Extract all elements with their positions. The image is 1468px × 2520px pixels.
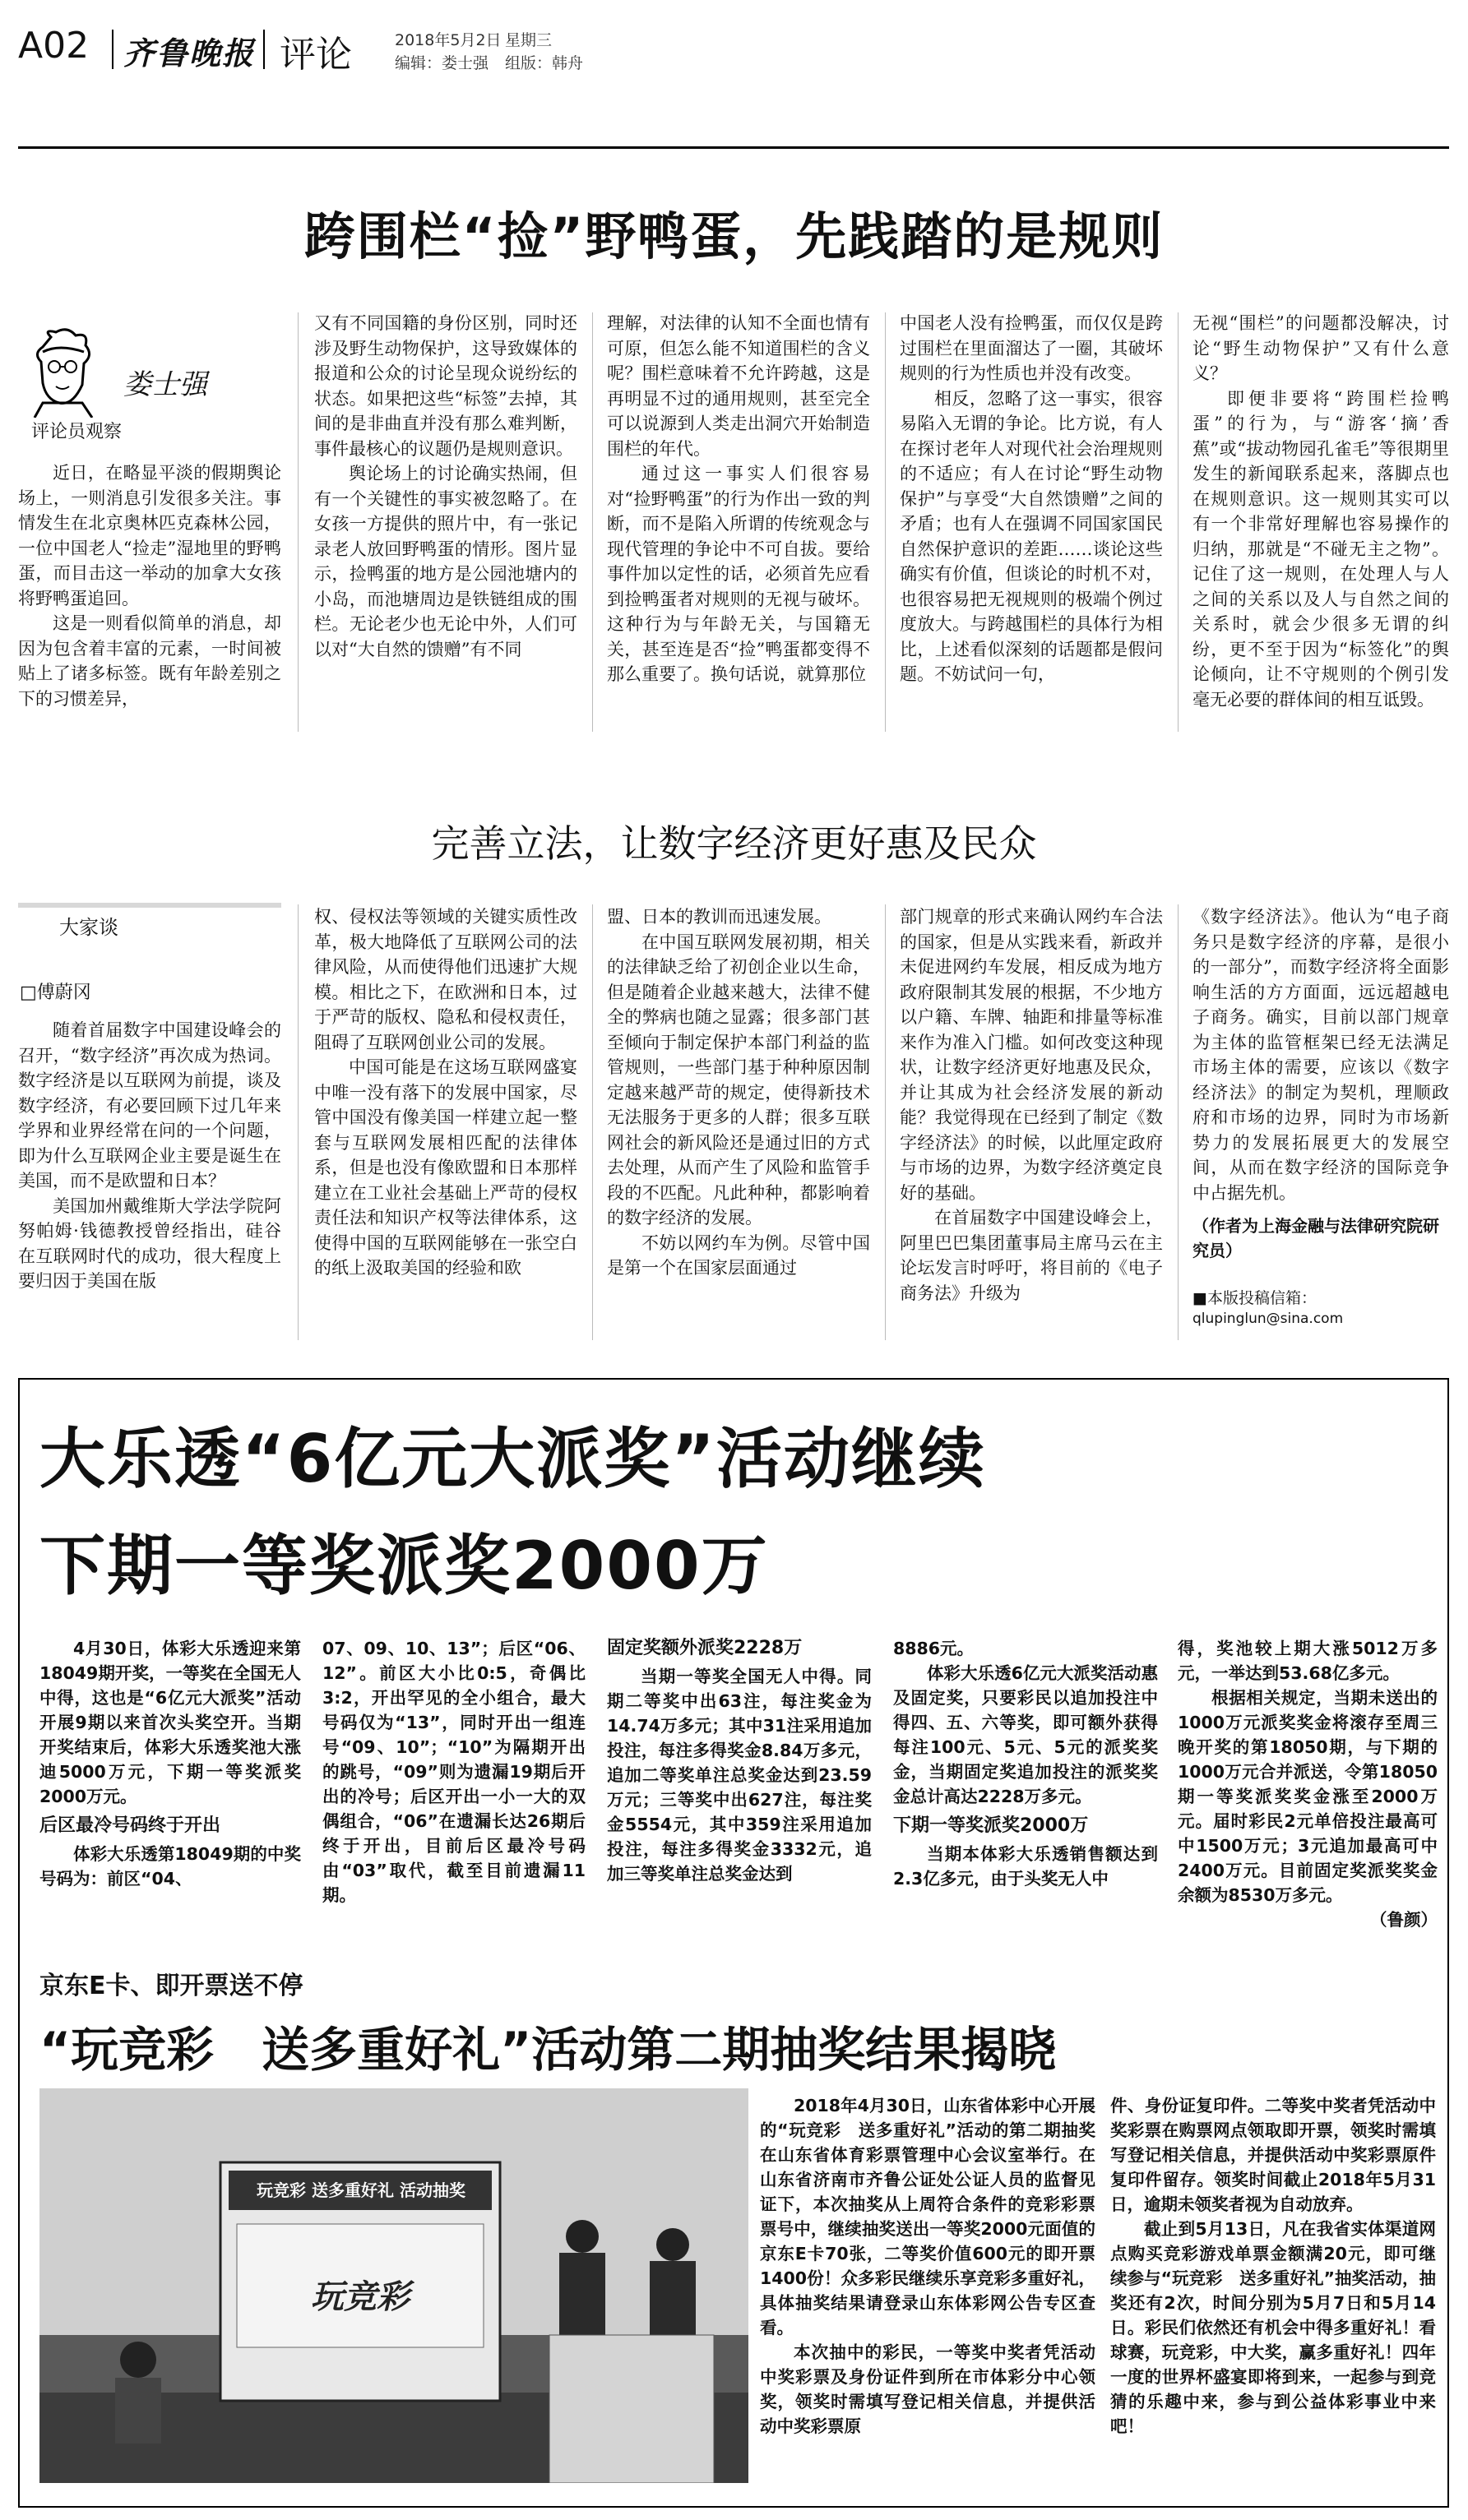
ad1-col3	[607, 1636, 872, 1957]
paragraph: 通过这一事实人们很容易对“捡野鸭蛋”的行为作出一致的判断，而不是陷入所谓的传统观念与现代管理的争论中不可自拔。要给事件加以定性的话，必须首先应看到捡鸭蛋者对规则的无视与破坏。这种行为与年龄无关，与国籍无关，甚至连是否“捡”鸭蛋都变得不那么重要了。换句话说，就算那位	[607, 464, 870, 684]
paragraph: 又有不同国籍的身份区别，同时还涉及野生动物保护，这导致媒体的报道和公众的讨论呈现众说纷纭的状态。如果把这些“标签”去掉，其间的是非曲直并没有那么难判断，事件最核心的议题仍是规则意识。	[314, 313, 577, 459]
article1-col3	[607, 311, 870, 732]
article2-col3	[607, 904, 870, 1340]
paragraph: 这是一则看似简单的消息，却因为包含着丰富的元素，一时间被贴上了诸多标签。既有年龄差别之下的习惯差异，	[18, 613, 281, 709]
paragraph: 随着首届数字中国建设峰会的召开，“数字经济”再次成为热词。数字经济是以互联网为前提，谈及数字经济，有必要回顾下过几年来学界和业界经常在问的一个问题，即为什么互联网企业主要是诞生在美国，而不是欧盟和日本？	[18, 1020, 281, 1191]
ad2-title: “玩竞彩 送多重好礼”活动第二期抽奖结果揭晓	[39, 2022, 1057, 2078]
ad2-tag: 京东E卡、即开票送不停	[39, 1972, 303, 2000]
paragraph: 中国老人没有捡鸭蛋，而仅仅是跨过围栏在里面溜达了一圈，其破坏规则的行为性质也并没有改变。	[900, 313, 1163, 383]
paragraph: 8886元。	[893, 1639, 975, 1658]
author-note: （作者为上海金融与法律研究院研究员）	[1192, 1216, 1439, 1260]
paragraph: 部门规章的形式来确认网约车合法的国家，但是从实践来看，新政并未促进网约车发展，相反成为地方政府限制其发展的根据，不少地方以户籍、车牌、轴距和排量等标准来作为准入门槛。如何改变这种现状，让数字经济更好地惠及民众，并让其成为社会经济发展的新动能？我觉得现在已经到了制定《数字经济法》的时候，以此厘定政府与市场的边界，为数字经济奠定良好的基础。	[900, 907, 1163, 1203]
article2-col1	[18, 1018, 281, 1340]
subhead: 固定奖额外派奖2228万	[607, 1638, 803, 1658]
column-tag-commentary: 评论员观察	[31, 422, 123, 442]
paragraph: 中国可能是在这场互联网盛宴中唯一没有落下的发展中国家，尽管中国没有像美国一样建立起一整套与互联网发展相匹配的法律体系，但是也没有像欧盟和日本那样建立在工业社会基础上严苛的侵权责任法和知识产权等法律体系，这使得中国的互联网能够在一张空白的纸上汲取美国的经验和欧	[314, 1057, 577, 1278]
column-tag-bar	[18, 903, 281, 908]
header-divider-1	[112, 30, 113, 69]
paragraph: 即便非要将“跨围栏捡鸭蛋”的行为，与“游客‘摘’香蕉”或“拔动物园孔雀毛”等很期里发生的新闻联系起来，落脚点也在规则意识。这一规则其实可以有一个非常好理解也容易操作的归纳，那就是“不碰无主之物”。记住了这一规则，在处理人与人之间的关系以及人与自然之间的关系时，就会少很多无谓的纠纷，更不至于因为“标签化”的舆论倾向，让不守规则的个例引发毫无必要的群体间的相互诋毁。	[1192, 388, 1449, 710]
paragraph: 得，奖池较上期大涨5012万多元，一举达到53.68亿多元。	[1178, 1639, 1438, 1683]
photo-banner: 玩竞彩 送多重好礼 活动抽奖	[257, 2180, 465, 2200]
column-divider	[1178, 904, 1179, 1340]
paragraph: 当期一等奖全国无人中得。同期二等奖中出63注，每注奖金为14.74万多元；其中31注采用追加投注，每注多得奖金8.84万多元，追加二等奖单注总奖金达到23.59万元；三等奖中出627注，每注奖金5554元，其中359注采用追加投注，每注多得奖金3332元，追加三等奖单注总奖金达到	[607, 1667, 872, 1884]
subhead: 下期一等奖派奖2000万	[893, 1815, 1089, 1836]
paragraph: 件、身份证复印件。二等奖中奖者凭活动中奖彩票在购票网点领取即开票，领奖时需填写登记相关信息，并提供活动中奖彩票原件复印件留存。领奖时间截止2018年5月31日，逾期未领奖者视为自动放弃。	[1110, 2096, 1436, 2214]
paragraph: 体彩大乐透6亿元大派奖活动惠及固定奖，只要彩民以追加投注中得四、五、六等奖，即可额外获得每注100元、5元、5元的派奖奖金，当期固定奖追加投注的派奖奖金总计高达2228万多元。	[893, 1663, 1158, 1806]
paragraph: 体彩大乐透第18049期的中奖号码为：前区“04、	[39, 1844, 301, 1889]
article2-col2	[314, 904, 577, 1340]
article1-title: 跨围栏“捡”野鸭蛋，先践踏的是规则	[303, 206, 1165, 266]
column-tag-dajiatan: 大家谈	[59, 916, 118, 939]
date: 2018年5月2日	[395, 31, 502, 49]
page-number: A02	[18, 25, 90, 67]
paragraph: 理解，对法律的认知不全面也情有可原，但怎么能不知道围栏的含义呢？围栏意味着不允许跨越，这是再明显不过的通用规则，甚至完全可以说源到人类走出洞穴开始制造围栏的年代。	[607, 313, 870, 459]
article1-col5	[1192, 311, 1449, 732]
paragraph: 相反，忽略了这一事实，很容易陷入无谓的争论。比方说，有人在探讨老年人对现代社会治理规则的不适应；有人在讨论“野生动物保护”与享受“大自然馈赠”之间的矛盾；也有人在强调不同国家国民自然保护意识的差距……谈论这些确实有价值，但谈论的时机不对，也很容易把无视规则的极端个例过度放大。与跨越围栏的具体行为相比，上述看似深刻的话题都是假问题。不妨试问一句，	[900, 388, 1163, 684]
paragraph: 在中国互联网发展初期，相关的法律缺乏给了初创企业以生命，但是随着企业越来越大，法律不健全的弊病也随之显露；很多部门甚至倾向于制定保护本部门利益的监管规则，一些部门基于种种原因制定越来越严苛的规定，使得新技术无法服务于更多的人群；很多互联网社会的新风险还是通过旧的方式去处理，从而产生了风险和监管手段的不匹配。凡此种种，都影响着的数字经济的发展。	[607, 932, 870, 1228]
header-divider-2	[263, 30, 265, 69]
paragraph: 权、侵权法等领域的关键实质性改革，极大地降低了互联网公司的法律风险，从而使得他们迅速扩大规模。相比之下，在欧洲和日本，过于严苛的版权、隐私和侵权责任，阻碍了互联网创业公司的发展。	[314, 907, 577, 1052]
paragraph: 舆论场上的讨论确实热闹，但有一个关键性的事实被忽略了。在女孩一方提供的照片中，有一张记录老人放回野鸭蛋的情形。图片显示，捡鸭蛋的地方是公园池塘内的小岛，而池塘周边是铁链组成的围栏。无论老少也无论中外，人们可以对“大自然的馈赠”有不同	[314, 464, 577, 659]
credit: （鲁颜）	[1370, 1910, 1438, 1930]
column-divider	[298, 904, 299, 1340]
ad1-title-line1: 大乐透“6亿元大派奖”活动继续	[39, 1421, 986, 1497]
column-divider	[592, 312, 593, 732]
ad1-col2	[322, 1636, 586, 1957]
award-ceremony-photo	[39, 2088, 748, 2483]
paragraph: 盟、日本的教训而迅速发展。	[607, 907, 831, 927]
column-divider	[1178, 312, 1179, 732]
article1-col4	[900, 311, 1163, 732]
ad1-col1	[39, 1636, 301, 1957]
article1-col1	[18, 460, 281, 732]
paragraph: 在首届数字中国建设峰会上，阿里巴巴集团董事局主席马云在主论坛发言时呼吁，将目前的《电子商务法》升级为	[900, 1208, 1163, 1303]
paragraph: 当期本体彩大乐透销售额达到2.3亿多元，由于头奖无人中	[893, 1844, 1158, 1889]
paragraph: 近日，在略显平淡的假期舆论场上，一则消息引发很多关注。事情发生在北京奥林匹克森林公园，一位中国老人“捡走”湿地里的野鸭蛋，而目击这一举动的加拿大女孩将野鸭蛋追回。	[18, 463, 281, 608]
paragraph: 本次抽中的彩民，一等奖中奖者凭活动中奖彩票及身份证件到所在市体彩分中心领奖，领奖时需填写登记相关信息，并提供活动中奖彩票原	[760, 2342, 1095, 2436]
article2-col5	[1192, 904, 1449, 1209]
article2-title: 完善立法，让数字经济更好惠及民众	[431, 821, 1037, 866]
header-rule	[18, 146, 1449, 149]
column-divider	[592, 904, 593, 1340]
subhead: 后区最冷号码终于开出	[39, 1815, 221, 1836]
paragraph: 美国加州戴维斯大学法学院阿努帕姆·钱德教授曾经指出，硅谷在互联网时代的成功，很大程度上要归因于美国在版	[18, 1195, 281, 1291]
paragraph: 不妨以网约车为例。尽管中国是第一个在国家层面通过	[607, 1232, 870, 1278]
paragraph: 根据相关规定，当期未送出的1000万元派奖奖金将滚存至周三晚开奖的第18050期，与下期的1000万元合并派送，令第18050期一等奖派奖奖金涨至2000万元。届时彩民2元单倍投注最高可中1500万元；3元追加最高可中2400万元。目前固定奖派奖奖金余额为8530万多元。	[1178, 1688, 1438, 1905]
photo-caption: 玩竞彩	[311, 2278, 410, 2316]
ad2-col2	[1110, 2093, 1436, 2491]
layout-editor: 组版：韩舟	[505, 54, 584, 72]
paragraph: 07、09、10、13”；后区“06、12”。前区大小比0:5，奇偶比3:2，开出罕见的全小组合，最大号码仅为“13”，同时开出一组连号“09、10”；“10”为隔期开出的跳号，“09”则为遗漏19期后开出的冷号；后区开出一小一大的双偶组合，“06”在遗漏长达26期后终于开出，目前后区最冷号码由“03”取代，截至目前遗漏11期。	[322, 1639, 586, 1905]
column-divider	[298, 312, 299, 732]
paper-name: 齐鲁晚报	[123, 35, 256, 72]
article1-col2	[314, 311, 577, 732]
paragraph: 4月30日，体彩大乐透迎来第18049期开奖，一等奖在全国无人中得，这也是“6亿元大派奖”活动开展9期以来首次头奖空开。当期开奖结束后，体彩大乐透奖池大涨迪5000万元，下期一等奖派奖2000万元。	[39, 1639, 301, 1806]
column-divider	[885, 312, 886, 732]
paragraph: 《数字经济法》。他认为“电子商务只是数字经济的序幕，是很小的一部分”，而数字经济将全面影响生活的方方面面，远远超越电子商务。确实，目前以部门规章为主体的监管框架已经无法满足市场主体的需要，应该以《数字经济法》的制定为契机，理顺政府和市场的边界，同时为市场新势力的发展拓展更大的发展空间，从而在数字经济的国际竞争中占据先机。	[1192, 907, 1449, 1203]
byline: □傅蔚冈	[20, 983, 91, 1003]
paragraph: 无视“围栏”的问题都没解决，讨论“野生动物保护”又有什么意义？	[1192, 313, 1449, 383]
ad2-col1	[760, 2093, 1095, 2491]
ad1-title-line2: 下期一等奖派奖2000万	[39, 1528, 769, 1604]
author-signature: 娄士强	[123, 368, 207, 401]
contact-email: qlupinglun@sina.com	[1192, 1311, 1344, 1327]
paragraph: 2018年4月30日，山东省体彩中心开展的“玩竞彩 送多重好礼”活动的第二期抽奖在山东省体育彩票管理中心会议室举行。在山东省济南市齐鲁公证处公证人员的监督见证下，本次抽奖从上周符合条件的竞彩彩票票号中，继续抽奖送出一等奖2000元面值的京东E卡70张，二等奖价值600元的即开票1400份！众多彩民继续乐享竞彩多重好礼，具体抽奖结果请登录山东体彩网公告专区查看。	[760, 2096, 1095, 2337]
article2-col4	[900, 904, 1163, 1340]
weekday: 星期三	[505, 31, 553, 49]
contact-label: ■本版投稿信箱：	[1192, 1289, 1317, 1307]
ad1-col4	[893, 1636, 1158, 1957]
column-divider	[885, 904, 886, 1340]
section-name: 评论	[280, 34, 352, 76]
paragraph: 截止到5月13日，凡在我省实体渠道网点购买竞彩游戏单票金额满20元，即可继续参与“玩竞彩 送多重好礼”抽奖活动，抽奖还有2次，时间分别为5月7日和5月14日。彩民们依然还有机会中得多重好礼！看球赛，玩竞彩，中大奖，赢多重好礼！四年一度的世界杯盛宴即将到来，一起参与到竞猜的乐趣中来，参与到公益体彩事业中来吧！	[1110, 2219, 1436, 2436]
ad1-col5	[1178, 1636, 1438, 1957]
editor: 编辑：娄士强	[395, 54, 489, 72]
